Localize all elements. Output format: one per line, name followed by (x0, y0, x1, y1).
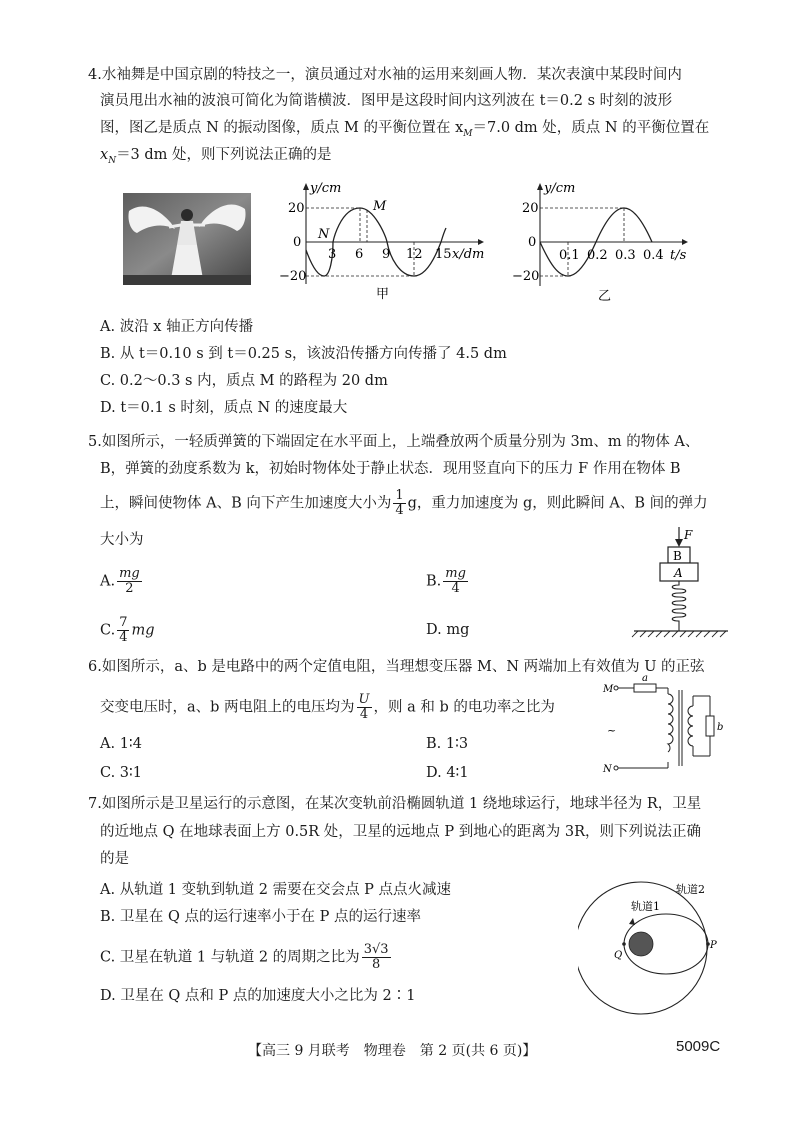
q7-option-c[interactable] (100, 943, 393, 972)
earth (629, 932, 653, 956)
q6-fraction (357, 693, 372, 722)
graph-a-xtick-6: 6 (355, 247, 364, 262)
page-code: 5009C (676, 1038, 721, 1055)
graph-b-caption: 乙 (598, 289, 612, 304)
q5-option-b[interactable] (426, 567, 470, 596)
q5-option-b-frac (443, 567, 468, 596)
spring-blocks-figure (628, 527, 732, 645)
ac-source-symbol: ~ (607, 724, 617, 737)
q5-line-4: 大小为 (100, 532, 144, 548)
q5-line-3-tail: g，重力加速度为 g，则此瞬间 A、B 间的弹力 (407, 495, 708, 512)
q7-option-b[interactable]: B. 卫星在 Q 点的运行速率小于在 P 点的运行速率 (100, 909, 421, 925)
q7-option-d[interactable]: D. 卫星在 Q 点和 P 点的加速度大小之比为 2∶1 (100, 988, 416, 1004)
terminal-m-label: M (603, 684, 614, 695)
q4-sub-n: N (108, 155, 117, 166)
q7-line-3: 的是 (100, 851, 129, 867)
q4-line-1: 4.水袖舞是中国京剧的特技之一，演员通过对水袖的运用来刻画人物．某次表演中某段时间内 (88, 67, 682, 83)
q6-option-a[interactable]: A. 1∶4 (100, 736, 142, 752)
q7-line-2: 的近地点 Q 在地球表面上方 0.5R 处，卫星的远地点 P 到地心的距离为 3R，则下列说法正确 (100, 824, 702, 840)
q7-option-c-frac (362, 943, 391, 972)
q4-option-b[interactable]: B. 从 t＝0.10 s 到 t＝0.25 s，该波沿传播方向传播了 4.5 dm (100, 346, 507, 362)
q6-frac-den: 4 (359, 707, 369, 722)
point-q-label: Q (614, 950, 623, 961)
q4-sub-m: M (463, 128, 473, 139)
q4-option-a[interactable]: A. 波沿 x 轴正方向传播 (100, 319, 254, 335)
page-footer: 【高三 9 月联考 物理卷 第 2 页(共 6 页)】 (248, 1043, 537, 1059)
q5-frac-den: 4 (395, 503, 404, 518)
primary-coil (668, 694, 673, 752)
q5-line-3 (100, 489, 708, 518)
q6-line-2-text: 交变电压时，a、b 两电阻上的电压均为 (100, 699, 355, 716)
transformer-circuit (600, 672, 730, 780)
q5-option-a-frac (117, 567, 142, 596)
q6-option-d[interactable]: D. 4∶1 (426, 765, 469, 781)
q6-option-b[interactable]: B. 1∶3 (426, 736, 469, 752)
q5-option-c-label: C. (100, 622, 116, 639)
resistor-a-label: a (642, 673, 648, 684)
q5-option-c-num: 7 (119, 615, 128, 630)
q5-option-a-num: mg (119, 566, 140, 581)
resistor-b (706, 716, 714, 736)
graph-a-ytick-20: 20 (288, 201, 305, 216)
graph-b-ttick-04: 0.4 (643, 248, 664, 263)
graph-a-ytick-neg20: −20 (279, 269, 307, 284)
force-f-label: F (684, 528, 693, 542)
graph-a-ytick-0: 0 (293, 235, 302, 250)
graph-a-xlabel: x/dm (452, 247, 485, 262)
graph-b-ytick-20: 20 (522, 201, 539, 216)
q5-option-c[interactable] (100, 616, 155, 645)
graph-b-ttick-01: 0.1 (559, 248, 580, 263)
q5-frac-num: 1 (395, 488, 404, 503)
q5-option-a[interactable] (100, 567, 144, 596)
q6-line-1: 6.如图所示，a、b 是电路中的两个定值电阻，当理想变压器 M、N 两端加上有效值为 U 的正弦 (88, 659, 705, 675)
q6-line-2-tail: ，则 a 和 b 的电功率之比为 (373, 699, 555, 716)
block-a-label: A (674, 566, 683, 580)
q7-line-1: 7.如图所示是卫星运行的示意图，在某次变轨前沿椭圆轨道 1 绕地球运行，地球半径为 R，卫星 (88, 796, 702, 812)
q4-line-3 (100, 117, 709, 145)
q5-line-1: 5.如图所示，一轻质弹簧的下端固定在水平面上，上端叠放两个质量分别为 3m、m 的物体 A、 (88, 434, 700, 450)
q4-line-3-tail: ＝7.0 dm 处，质点 N 的平衡位置在 (472, 120, 710, 136)
wave-graph-a (278, 180, 490, 302)
graph-a-caption: 甲 (376, 287, 390, 302)
resistor-a (634, 684, 656, 692)
orbit-2-label: 轨道2 (676, 883, 705, 896)
graph-b-ytick-0: 0 (528, 235, 537, 250)
q5-line-3-text: 上，瞬间使物体 A、B 向下产生加速度大小为 (100, 495, 392, 512)
terminal-n-label: N (603, 764, 612, 775)
graph-a-ylabel: y/cm (310, 181, 342, 196)
q4-line-4-text: ＝3 dm 处，则下列说法正确的是 (116, 147, 332, 163)
q4-line-4-x: x (100, 147, 109, 163)
q5-option-d[interactable]: D. mg (426, 622, 470, 638)
q5-line-2: B，弹簧的劲度系数为 k，初始时物体处于静止状态．现用竖直向下的压力 F 作用在物体 B (100, 461, 681, 477)
q4-line-3-text: 图，图乙是质点 N 的振动图像，质点 M 的平衡位置在 x (100, 120, 464, 136)
q5-option-b-num: mg (445, 566, 466, 581)
q4-line-2: 演员甩出水袖的波浪可简化为简谐横波．图甲是这段时间内这列波在 t＝0.2 s 时刻的波形 (100, 93, 673, 109)
dancer-photo (123, 193, 251, 285)
graph-b-xlabel: t/s (670, 248, 687, 263)
q5-option-b-den: 4 (451, 581, 460, 596)
graph-a-xtick-3: 3 (328, 247, 337, 262)
q4-option-d[interactable]: D. t＝0.1 s 时刻，质点 N 的速度最大 (100, 400, 348, 416)
graph-a-point-m: M (373, 199, 387, 214)
secondary-coil (688, 706, 693, 746)
q5-option-b-label: B. (426, 573, 442, 590)
block-b-label: B (673, 549, 682, 563)
q5-option-c-tail: mg (131, 622, 155, 639)
q5-option-c-den: 4 (119, 630, 128, 645)
q4-line-4 (100, 144, 332, 172)
q4-option-c[interactable]: C. 0.2～0.3 s 内，质点 M 的路程为 20 dm (100, 373, 388, 389)
q6-frac-num: U (358, 692, 370, 707)
orbit-1-label: 轨道1 (631, 900, 660, 913)
q7-option-c-text: C. 卫星在轨道 1 与轨道 2 的周期之比为 (100, 949, 360, 966)
graph-a-point-n: N (318, 227, 330, 242)
q7-option-a[interactable]: A. 从轨道 1 变轨到轨道 2 需要在交会点 P 点点火减速 (100, 882, 452, 898)
spring-coil (672, 581, 686, 631)
graph-a-xtick-12: 12 (406, 247, 423, 262)
q7-option-c-den: 8 (371, 957, 381, 972)
graph-a-xtick-9: 9 (382, 247, 391, 262)
graph-b-ylabel: y/cm (544, 181, 576, 196)
q5-option-a-den: 2 (125, 581, 134, 596)
graph-a-xtick-15: 15 (435, 247, 452, 262)
resistor-b-label: b (717, 722, 724, 733)
vibration-graph-b (510, 180, 700, 304)
q5-option-a-label: A. (100, 573, 116, 590)
satellite-orbit-figure (578, 878, 726, 1018)
q6-line-2 (100, 693, 555, 722)
graph-b-ytick-neg20: −20 (512, 269, 540, 284)
q7-option-c-num: 3√3 (363, 942, 389, 957)
q6-option-c[interactable]: C. 3∶1 (100, 765, 143, 781)
q5-option-c-frac (117, 616, 129, 645)
point-p-label: P (710, 940, 717, 951)
q5-fraction (393, 489, 405, 518)
graph-b-ttick-02: 0.2 (587, 248, 608, 263)
graph-b-ttick-03: 0.3 (615, 248, 636, 263)
